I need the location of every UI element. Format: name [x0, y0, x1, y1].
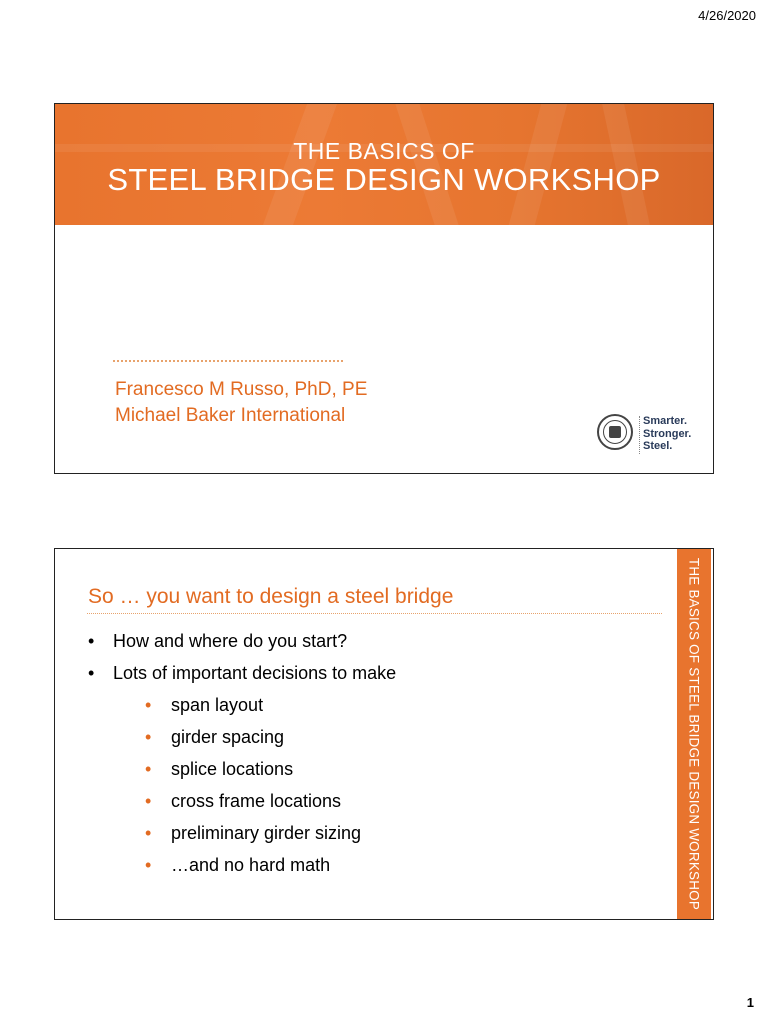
sub-bullet-item: • girder spacing [87, 721, 396, 753]
dotted-divider [113, 360, 343, 362]
slide-title: So … you want to design a steel bridge [88, 585, 454, 608]
logo-tagline [643, 415, 691, 453]
bullet-item: • How and where do you start? [87, 625, 396, 657]
sub-bullet-item: • …and no hard math [87, 849, 396, 881]
banner-subtitle: THE BASICS OF [293, 138, 475, 164]
author-name: Francesco M Russo, PhD, PE [115, 379, 368, 400]
content-slide [54, 548, 714, 920]
logo-line-2: Stronger. [643, 427, 692, 440]
side-tab-text: THE BASICS OF STEEL BRIDGE DESIGN WORKSHOP [686, 557, 702, 911]
page-number: 1 [746, 995, 754, 1010]
logo-line-3: Steel. [643, 440, 673, 452]
sub-bullet-item: • cross frame locations [87, 785, 396, 817]
logo-line-1: Smarter. [643, 415, 688, 427]
bullet-item: • Lots of important decisions to make [87, 657, 396, 689]
sub-bullet-item: • preliminary girder sizing [87, 817, 396, 849]
title-banner [55, 104, 713, 225]
author-organization: Michael Baker International [115, 405, 346, 426]
title-underline [87, 613, 662, 614]
sub-bullet-item: • span layout [87, 689, 396, 721]
side-tab [677, 549, 711, 919]
aisc-seal-logo [597, 414, 633, 450]
banner-title: STEEL BRIDGE DESIGN WORKSHOP [107, 162, 661, 197]
sub-bullet-item: • splice locations [87, 753, 396, 785]
logo-divider [639, 416, 641, 454]
author-block [115, 377, 367, 429]
page-date: 4/26/2020 [698, 8, 756, 23]
bullet-list [87, 625, 396, 881]
title-slide [54, 103, 714, 474]
